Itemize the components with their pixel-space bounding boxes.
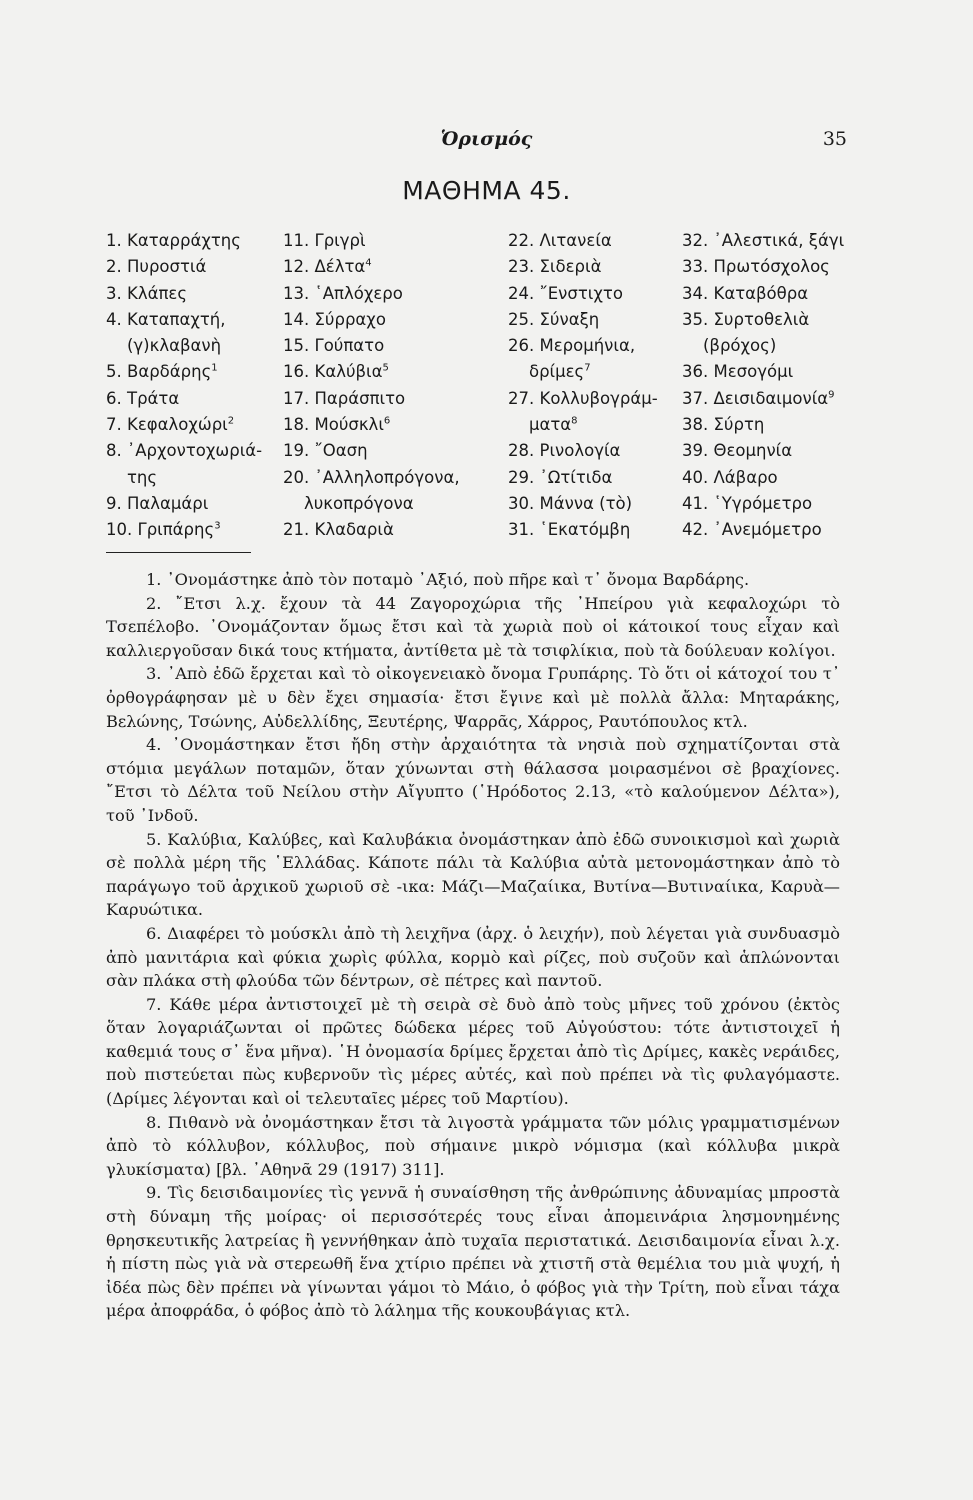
vocab-item bbox=[106, 517, 262, 543]
vocab-term: Βαρδάρης bbox=[127, 362, 212, 382]
footnote-7: 7. Κάθε μέρα ἀντιστοιχεῖ μὲ τὴ σειρὰ σὲ δυὸ ἀπὸ τοὺς μῆνες τοῦ χρόνου (ἐκτὸς ὅταν λογαριάζωνται οἱ πρῶτες δώδεκα μέρες τοῦ Αὐγούστου: τότε ἀντιστοιχεῖ ἡ καθεμιά τους σ᾿ ἕνα μῆνα). ῾Η ὀνομασία δρίμες ἔρχεται ἀπὸ τὶς Δρίμες, κακὲς νεράιδες, ποὺ πιστεύεται πὼς κυβερνοῦν τὶς μέρες αὐτές, καὶ ποὺ πρέπει νὰ τὶς φυλαγόμαστε. (Δρίμες λέγονται καὶ οἱ τελευταῖες μέρες τοῦ Μαρτίου). bbox=[106, 994, 840, 1109]
vocab-item bbox=[508, 228, 658, 254]
vocab-item bbox=[508, 254, 658, 280]
footnote-3: 3. ᾿Απὸ ἐδῶ ἔρχεται καὶ τὸ οἰκογενειακὸ ὄνομα Γρυπάρης. Τὸ ὅτι οἱ κάτοχοί του τ᾿ ὀρθογράφησαν μὲ υ δὲν ἔχει σημασία· ἔτσι ἔγινε καὶ μὲ πολλὰ ἄλλα: Μηταράκης, Βελώνης, Τσώνης, Αὐδελλίδης, Ξευτέρης, Ψαρρᾶς, Χάρρος, Ραυτόπουλος κτλ. bbox=[106, 664, 840, 731]
vocab-item bbox=[682, 228, 844, 254]
vocab-item bbox=[283, 333, 460, 359]
vocab-number: 23. bbox=[508, 257, 535, 277]
footnote-6: 6. Διαφέρει τὸ μούσκλι ἀπὸ τὴ λειχῆνα (ἀρχ. ὁ λειχήν), ποὺ λέγεται γιὰ συνδυασμὸ ἀπὸ μανιτάρια καὶ φύκια χωρὶς φύλλα, κορμὸ καὶ ρίζες, ποὺ συζοῦν καὶ ἁπλώνονται σὰν πλάκα στὴ φλούδα τῶν δέντρων, σὲ πέτρες καὶ παντοῦ. bbox=[106, 923, 840, 991]
vocab-term: (γ)κλαβανὴ bbox=[126, 336, 222, 356]
vocab-number: 19. bbox=[283, 441, 310, 461]
running-header: Ὁρισμός bbox=[440, 128, 533, 150]
vocabulary-list bbox=[0, 228, 973, 558]
footnote-5: 5. Καλύβια, Καλύβες, καὶ Καλυβάκια ὀνομάστηκαν ἀπὸ ἐδῶ συνοικισμοὶ καὶ χωριὰ σὲ πολλὰ μέρη τῆς ῾Ελλάδας. Κάποτε πάλι τὰ Καλύβια αὐτὰ μετονομάστηκαν ἀπὸ τὸ παράγωγο τοῦ ἀρχικοῦ χωριοῦ σὲ -ικα: Μάζι—Μαζαίικα, Βυτίνα—Βυτιναίικα, Καρυὰ—Καρυώτικα. bbox=[106, 829, 840, 920]
vocab-term: Συρτοθελιὰ bbox=[713, 309, 810, 329]
footnote-marker: 4 bbox=[365, 257, 372, 269]
vocab-number: 42. bbox=[682, 520, 709, 540]
footnote-marker: 1 bbox=[211, 362, 218, 374]
vocab-item bbox=[508, 359, 658, 385]
vocab-item bbox=[283, 359, 460, 385]
vocab-number: 10. bbox=[106, 520, 133, 540]
vocab-number: 31. bbox=[508, 520, 535, 540]
vocab-number: 8. bbox=[106, 441, 122, 461]
vocab-term: Δέλτα bbox=[314, 257, 366, 277]
vocab-number: 11. bbox=[283, 231, 310, 250]
footnote-marker: 3 bbox=[214, 520, 221, 532]
lesson-title: ΜΑΘΗΜΑ 45. bbox=[402, 176, 571, 205]
vocab-item bbox=[508, 491, 658, 517]
vocab-item bbox=[682, 491, 844, 517]
vocab-item bbox=[106, 254, 262, 280]
vocab-number: 27. bbox=[508, 388, 535, 408]
vocab-term: ῾Απλόχερο bbox=[314, 283, 403, 303]
vocab-term: δρίμες bbox=[528, 362, 585, 382]
vocab-number: 7. bbox=[106, 415, 122, 435]
vocab-number: 38. bbox=[682, 415, 709, 435]
vocab-term: Πυροστιά bbox=[127, 257, 207, 277]
vocab-term: Λιτανεία bbox=[539, 231, 612, 250]
vocab-item bbox=[682, 307, 844, 333]
vocab-column-2 bbox=[283, 228, 460, 544]
vocab-term: Παράσπιτο bbox=[314, 388, 406, 408]
vocab-item bbox=[508, 517, 658, 543]
footnote-1: 1. ᾿Ονομάστηκε ἀπὸ τὸν ποταμὸ ᾿Αξιό, ποὺ πῆρε καὶ τ᾿ ὄνομα Βαρδάρης. bbox=[146, 570, 750, 589]
vocab-item bbox=[508, 465, 658, 491]
vocab-number: 26. bbox=[508, 336, 535, 356]
vocab-term: λυκοπρόγονα bbox=[303, 493, 414, 513]
vocab-item bbox=[106, 359, 262, 385]
vocab-number: 22. bbox=[508, 231, 535, 250]
vocab-term: Γούπατο bbox=[314, 336, 385, 356]
vocab-item bbox=[682, 438, 844, 464]
vocab-term: ῾Υγρόμετρο bbox=[713, 493, 813, 513]
vocab-term: Κεφαλοχώρι bbox=[127, 415, 228, 435]
vocab-number: 12. bbox=[283, 257, 310, 277]
vocab-item bbox=[682, 359, 844, 385]
vocab-item bbox=[283, 307, 460, 333]
vocab-term: Σύρτη bbox=[713, 415, 765, 435]
vocab-term: Μερομήνια, bbox=[539, 336, 636, 356]
vocab-number: 25. bbox=[508, 309, 535, 329]
vocab-term: Μάννα (τὸ) bbox=[539, 493, 633, 513]
vocab-item bbox=[106, 438, 262, 464]
vocab-item bbox=[508, 281, 658, 307]
vocab-number: 16. bbox=[283, 362, 310, 382]
vocab-term: ᾿Ανεμόμετρο bbox=[713, 520, 822, 540]
footnote-8: 8. Πιθανὸ νὰ ὀνομάστηκαν ἔτσι τὰ λιγοστὰ γράμματα τῶν μόλις γραμματισμένων ἀπὸ τὸ κόλλυβον, κόλλυβος, ποὺ σήμαινε μικρὸ νόμισμα (καὶ κόλλυβα μικρὰ γλυκίσματα) [βλ. ᾿Αθηνᾶ 29 (1917) 311]. bbox=[106, 1112, 840, 1179]
vocab-item bbox=[106, 333, 262, 359]
vocab-term: ᾿Ωτίτιδα bbox=[539, 467, 613, 487]
vocab-item bbox=[106, 281, 262, 307]
vocab-number: 9. bbox=[106, 493, 122, 513]
vocab-number: 14. bbox=[283, 309, 310, 329]
vocab-column-4 bbox=[682, 228, 844, 544]
vocab-number: 18. bbox=[283, 415, 310, 435]
vocab-term: Καταβόθρα bbox=[713, 283, 809, 303]
vocab-item bbox=[508, 333, 658, 359]
vocab-term: Καταρράχτης bbox=[127, 231, 241, 250]
vocab-term: Σύρραχο bbox=[314, 309, 386, 329]
vocab-item bbox=[682, 517, 844, 543]
vocab-term: Κλαδαριὰ bbox=[314, 520, 394, 540]
vocab-item bbox=[283, 281, 460, 307]
vocab-number: 21. bbox=[283, 520, 310, 540]
vocab-term: Γριπάρης bbox=[137, 520, 215, 540]
vocab-column-3 bbox=[508, 228, 658, 544]
vocab-number: 5. bbox=[106, 362, 122, 382]
footnotes bbox=[106, 568, 840, 1323]
vocab-term: της bbox=[126, 467, 158, 487]
vocab-term: Λάβαρο bbox=[713, 467, 778, 487]
vocab-item bbox=[508, 386, 658, 412]
vocab-number: 3. bbox=[106, 283, 122, 303]
vocab-term: Καταπαχτή, bbox=[127, 309, 226, 329]
footnote-marker: 6 bbox=[383, 415, 391, 427]
vocab-number: 13. bbox=[283, 283, 310, 303]
vocab-item bbox=[508, 438, 658, 464]
vocab-number: 36. bbox=[682, 362, 709, 382]
vocab-number: 2. bbox=[106, 257, 122, 277]
vocab-item bbox=[106, 412, 262, 438]
vocab-item bbox=[508, 307, 658, 333]
vocab-number: 30. bbox=[508, 493, 535, 513]
vocab-column-1 bbox=[106, 228, 262, 544]
vocab-number: 15. bbox=[283, 336, 310, 356]
vocab-term: Πρωτόσχολος bbox=[713, 257, 830, 277]
vocab-term: ᾿Αρχοντοχωριά- bbox=[127, 441, 263, 461]
vocab-item bbox=[283, 386, 460, 412]
footnote-divider bbox=[106, 552, 251, 553]
vocab-term: ῎Ενστιχτο bbox=[539, 283, 623, 303]
vocab-item bbox=[682, 412, 844, 438]
vocab-term: ᾿Αλεστικά, ξάγι bbox=[713, 231, 845, 250]
vocab-term: Ρινολογία bbox=[539, 441, 621, 461]
vocab-term: Θεομηνία bbox=[713, 441, 793, 461]
vocab-term: ῾Εκατόμβη bbox=[539, 520, 631, 540]
vocab-term: (βρόχος) bbox=[702, 336, 777, 356]
vocab-term: Τράτα bbox=[127, 388, 180, 408]
footnote-marker: 9 bbox=[828, 389, 835, 401]
vocab-number: 37. bbox=[682, 388, 709, 408]
vocab-term: Κλάπες bbox=[127, 283, 187, 303]
vocab-item bbox=[682, 386, 844, 412]
vocab-item bbox=[508, 412, 658, 438]
footnote-marker: 8 bbox=[571, 415, 578, 427]
vocab-term: ᾿Αλληλοπρόγονα, bbox=[314, 467, 460, 487]
footnote-marker: 5 bbox=[382, 362, 389, 374]
vocab-number: 33. bbox=[682, 257, 709, 277]
vocab-item bbox=[283, 438, 460, 464]
vocab-number: 32. bbox=[682, 231, 709, 250]
vocab-term: Μεσογόμι bbox=[713, 362, 794, 382]
vocab-number: 17. bbox=[283, 388, 310, 408]
vocab-number: 6. bbox=[106, 388, 122, 408]
vocab-number: 4. bbox=[106, 309, 122, 329]
vocab-term: Παλαμάρι bbox=[127, 493, 209, 513]
vocab-term: ῎Οαση bbox=[314, 441, 368, 461]
vocab-item bbox=[106, 386, 262, 412]
vocab-item bbox=[106, 491, 262, 517]
vocab-number: 34. bbox=[682, 283, 709, 303]
vocab-number: 29. bbox=[508, 467, 535, 487]
vocab-item bbox=[682, 281, 844, 307]
vocab-number: 24. bbox=[508, 283, 535, 303]
vocab-number: 41. bbox=[682, 493, 709, 513]
vocab-number: 39. bbox=[682, 441, 709, 461]
vocab-item bbox=[106, 307, 262, 333]
vocab-item bbox=[283, 517, 460, 543]
vocab-term: Μούσκλι bbox=[314, 415, 384, 435]
vocab-item bbox=[283, 412, 460, 438]
vocab-item bbox=[106, 228, 262, 254]
vocab-item bbox=[682, 465, 844, 491]
vocab-number: 20. bbox=[283, 467, 310, 487]
vocab-number: 28. bbox=[508, 441, 535, 461]
footnote-2: 2. ῎Ετσι λ.χ. ἔχουν τὰ 44 Ζαγοροχώρια τῆς ᾿Ηπείρου γιὰ κεφαλοχώρι τὸ Τσεπέλοβο. ᾿Ονομάζονταν ὅμως ἔτσι καὶ τὰ χωριὰ ποὺ οἱ κάτοικοί τους εἶχαν καὶ καλλιεργοῦσαν δικά τους κτήματα, ἀντίθετα μὲ τὰ τσιφλίκια, ποὺ τὰ δούλευαν κολίγοι. bbox=[106, 593, 840, 660]
vocab-term: Σύναξη bbox=[539, 309, 600, 329]
footnote-9: 9. Τὶς δεισιδαιμονίες τὶς γεννᾶ ἡ συναίσθηση τῆς ἀνθρώπινης ἀδυναμίας μπροστὰ στὴ δύναμη τῆς μοίρας· οἱ περισσότερές τους εἶναι ἀπομεινάρια λησμονημένης θρησκευτικῆς λατρείας ἢ γεννήθηκαν ἀπὸ τυχαῖα περιστατικά. Δεισιδαιμονία εἶναι λ.χ. ἡ πίστη πὼς γιὰ νὰ στερεωθῆ ἕνα χτίριο πρέπει νὰ χτιστῆ στὰ θεμέλια του μιὰ ψυχή, ἡ ἰδέα πὼς δὲν πρέπει νὰ γίνωνται γάμοι τὸ Μάιο, ὁ φόβος γιὰ τὴν Τρίτη, ποὺ εἶναι τάχα μέρα ἀποφράδα, ὁ φόβος ἀπὸ τὸ λάλημα τῆς κουκουβάγιας κτλ. bbox=[106, 1183, 840, 1321]
footnote-4: 4. ᾿Ονομάστηκαν ἔτσι ἤδη στὴν ἀρχαιότητα τὰ νησιὰ ποὺ σχηματίζονται στὰ στόμια μεγάλων ποταμῶν, ὅταν χύνωνται στὴ θάλασσα μοιρασμένοι σὲ βραχίονες. ῎Ετσι τὸ Δέλτα τοῦ Νείλου στὴν Αἴγυπτο (῾Ηρόδοτος 2.13, «τὸ καλούμενον Δέλτα»), τοῦ ᾿Ινδοῦ. bbox=[106, 735, 840, 825]
vocab-number: 35. bbox=[682, 309, 709, 329]
vocab-item bbox=[106, 465, 262, 491]
vocab-term: Κολλυβογράμ- bbox=[539, 388, 658, 408]
vocab-item bbox=[682, 254, 844, 280]
vocab-term: Γριγρὶ bbox=[314, 231, 366, 250]
vocab-item bbox=[283, 228, 460, 254]
vocab-number: 1. bbox=[106, 231, 122, 250]
vocab-term: Δεισιδαιμονία bbox=[713, 388, 829, 408]
vocab-number: 40. bbox=[682, 467, 709, 487]
vocab-term: ματα bbox=[528, 415, 572, 435]
vocab-item bbox=[283, 465, 460, 491]
vocab-item bbox=[283, 491, 460, 517]
page-number: 35 bbox=[822, 128, 847, 150]
vocab-item bbox=[682, 333, 844, 359]
vocab-term: Σιδεριὰ bbox=[539, 257, 602, 277]
footnote-marker: 2 bbox=[227, 415, 235, 427]
vocab-item bbox=[283, 254, 460, 280]
footnote-marker: 7 bbox=[584, 362, 591, 374]
vocab-term: Καλύβια bbox=[314, 362, 383, 382]
